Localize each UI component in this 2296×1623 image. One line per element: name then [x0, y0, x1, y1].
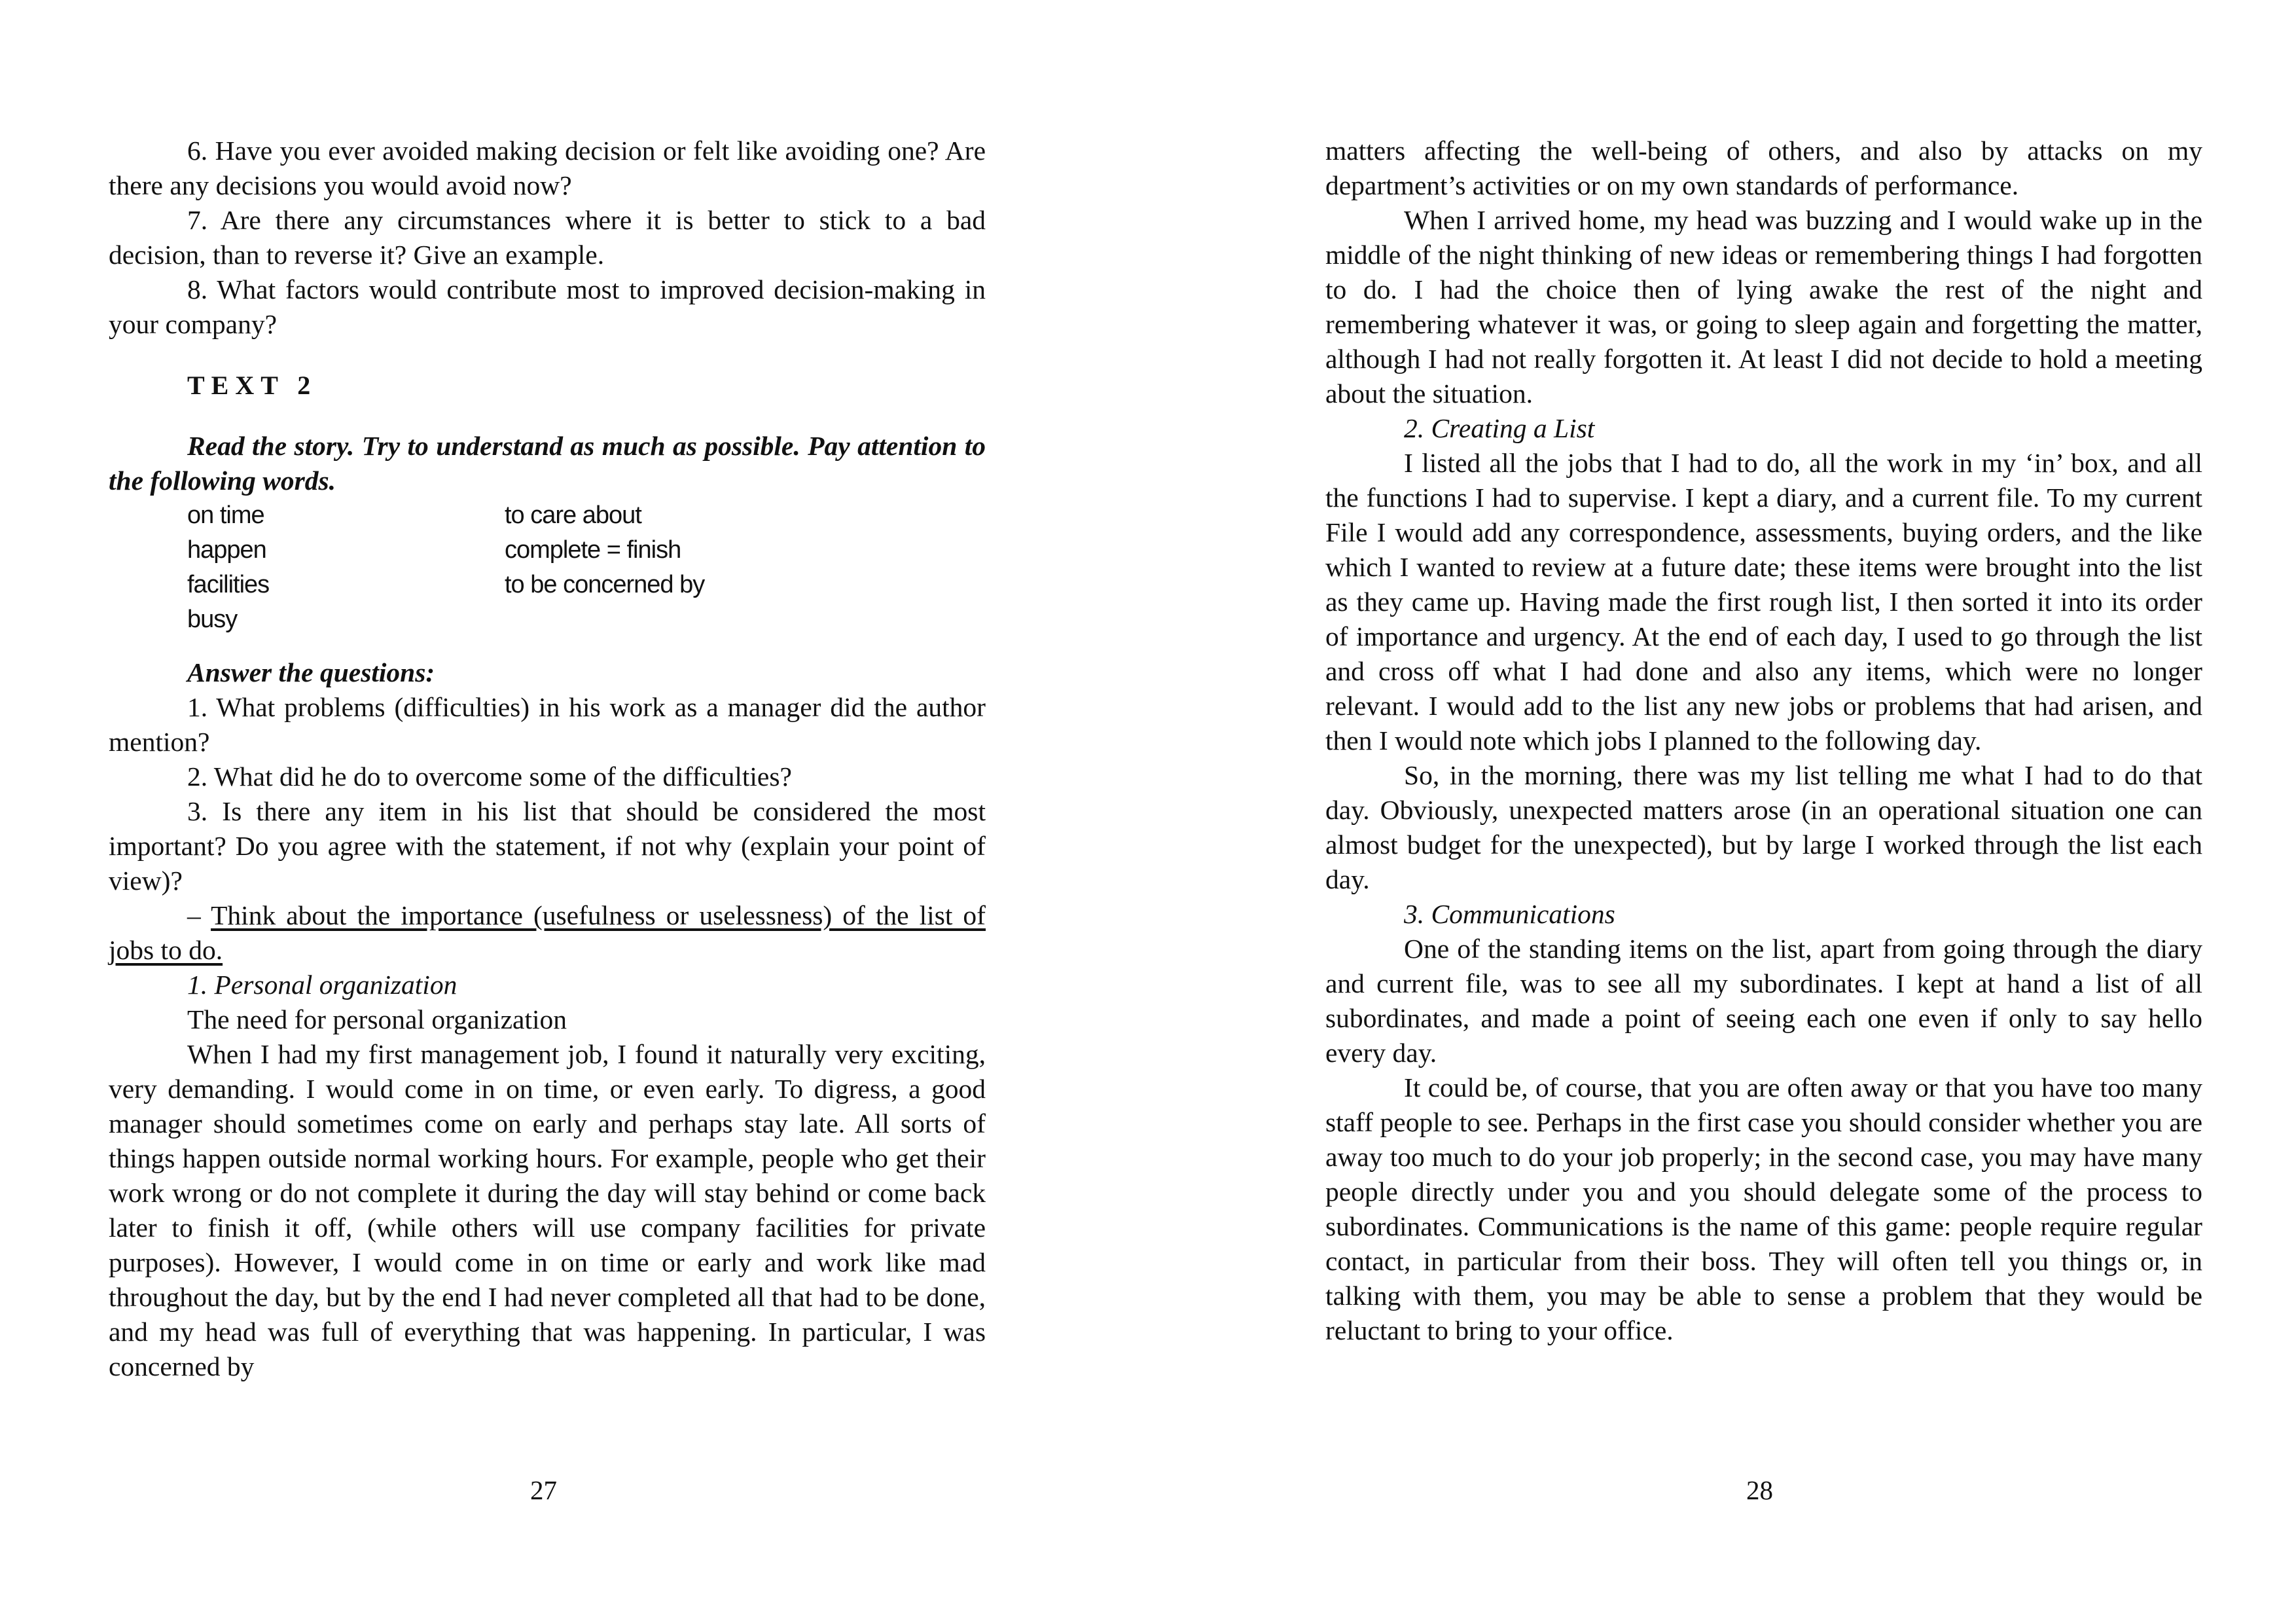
dash: –	[187, 900, 211, 930]
vocab-item: facilities	[187, 571, 270, 598]
question-8: 8. What factors would contribute most to improved decision-making in your company?	[109, 274, 986, 339]
page-number-right: 28	[1746, 1475, 1773, 1505]
vocab-item: happen	[187, 536, 266, 564]
question-2: 2. What did he do to overcome some of the difficulties?	[187, 761, 792, 792]
section-2-title: 2. Creating a List	[1404, 413, 1595, 443]
vocab-item: on time	[187, 501, 264, 529]
morning-paragraph: So, in the morning, there was my list telling me what I had to do that day. Obviously, unexpected matters arose (in an operational situation one can almost budget for the unexpected), but by large I worked through the list each day.	[1325, 760, 2202, 894]
question-3: 3. Is there any item in his list that should be considered the most important? Do you agree with the statement, if not why (explain your point of view)?	[109, 796, 986, 896]
answer-heading: Answer the questions:	[187, 657, 435, 687]
section-2-paragraph: I listed all the jobs that I had to do, all the work in my ‘in’ box, and all the functions I had to supervise. I kept a diary, and a current file. To my current File I would add any correspondence, assessments, buying orders, and the like which I wanted to review at a future date; these items were brought into the list as they came up. Having made the first rough list, I then sorted it into its order of importance and urgency. At the end of each day, I used to go through the list and cross off what I had done and also any items, which were no longer relevant. I would add to the list any new jobs or problems that had arisen, and then I would note which jobs I planned to the following day.	[1325, 448, 2202, 756]
question-1: 1. What problems (difficulties) in his work as a manager did the author mention?	[109, 692, 986, 757]
section-1-paragraph: When I had my first management job, I found it naturally very exciting, very demanding. I would come in on time, or even early. To digress, a good manager should sometimes come on early and perhaps stay late. All sorts of things happen outside normal working hours. For example, people who get their work wrong or do not complete it during the day will stay behind or come back later to finish it off, (while others will use company facilities for private purposes). However, I would come in on time or early and work like mad throughout the day, but by the end I had never completed all that had to be done, and my head was full of everything that was happening. In particular, I was concerned by	[109, 1039, 986, 1381]
continuation-paragraph: matters affecting the well-being of others, and also by attacks on my department’s activities or on my own standards of performance.	[1325, 136, 2202, 200]
section-3-title: 3. Communications	[1404, 899, 1615, 929]
section-1-subtitle: The need for personal organization	[187, 1004, 567, 1034]
page-number-left: 27	[530, 1475, 557, 1505]
think-about-prompt	[109, 898, 986, 968]
vocabulary-list	[187, 498, 986, 637]
left-page	[109, 134, 986, 1384]
reading-instruction: Read the story. Try to understand as much as possible. Pay attention to the following words.	[109, 431, 986, 496]
vocab-item: to care about	[505, 501, 641, 529]
question-6: 6. Have you ever avoided making decision or felt like avoiding one? Are there any decisions you would avoid now?	[109, 136, 986, 200]
vocab-item: complete = finish	[505, 536, 681, 564]
vocab-item: busy	[187, 606, 238, 633]
section-1-title: 1. Personal organization	[187, 970, 457, 1000]
think-about-text: Think about the importance (usefulness or uselessness) of the list of jobs to do.	[109, 900, 986, 965]
question-7: 7. Are there any circumstances where it is better to stick to a bad decision, than to reverse it? Give an example.	[109, 205, 986, 270]
away-paragraph: It could be, of course, that you are often away or that you have too many staff people to see. Perhaps in the first case you should consider whether you are away too much to do your job properly; in the second case, you may have many people directly under you and you should delegate some of the process to subordinates. Communications is the name of this game: people require regular contact, in particular from their boss. They will often tell you things or, in talking with them, you may be able to sense a problem that they would be reluctant to bring to your office.	[1325, 1072, 2202, 1345]
right-page	[1325, 134, 2202, 1348]
vocab-item: to be concerned by	[505, 571, 705, 598]
section-heading-text-2: TEXT 2	[187, 371, 317, 400]
section-3-paragraph: One of the standing items on the list, apart from going through the diary and current file, was to see all my subordinates. I kept at hand a list of all subordinates, and made a point of seeing each one even if only to say hello every day.	[1325, 934, 2202, 1068]
home-paragraph: When I arrived home, my head was buzzing and I would wake up in the middle of the night thinking of new ideas or remembering things I had forgotten to do. I had the choice then of lying awake the rest of the night and remembering whatever it was, or going to sleep again and forgetting the matter, although I had not really forgotten it. At least I did not decide to hold a meeting about the situation.	[1325, 205, 2202, 409]
